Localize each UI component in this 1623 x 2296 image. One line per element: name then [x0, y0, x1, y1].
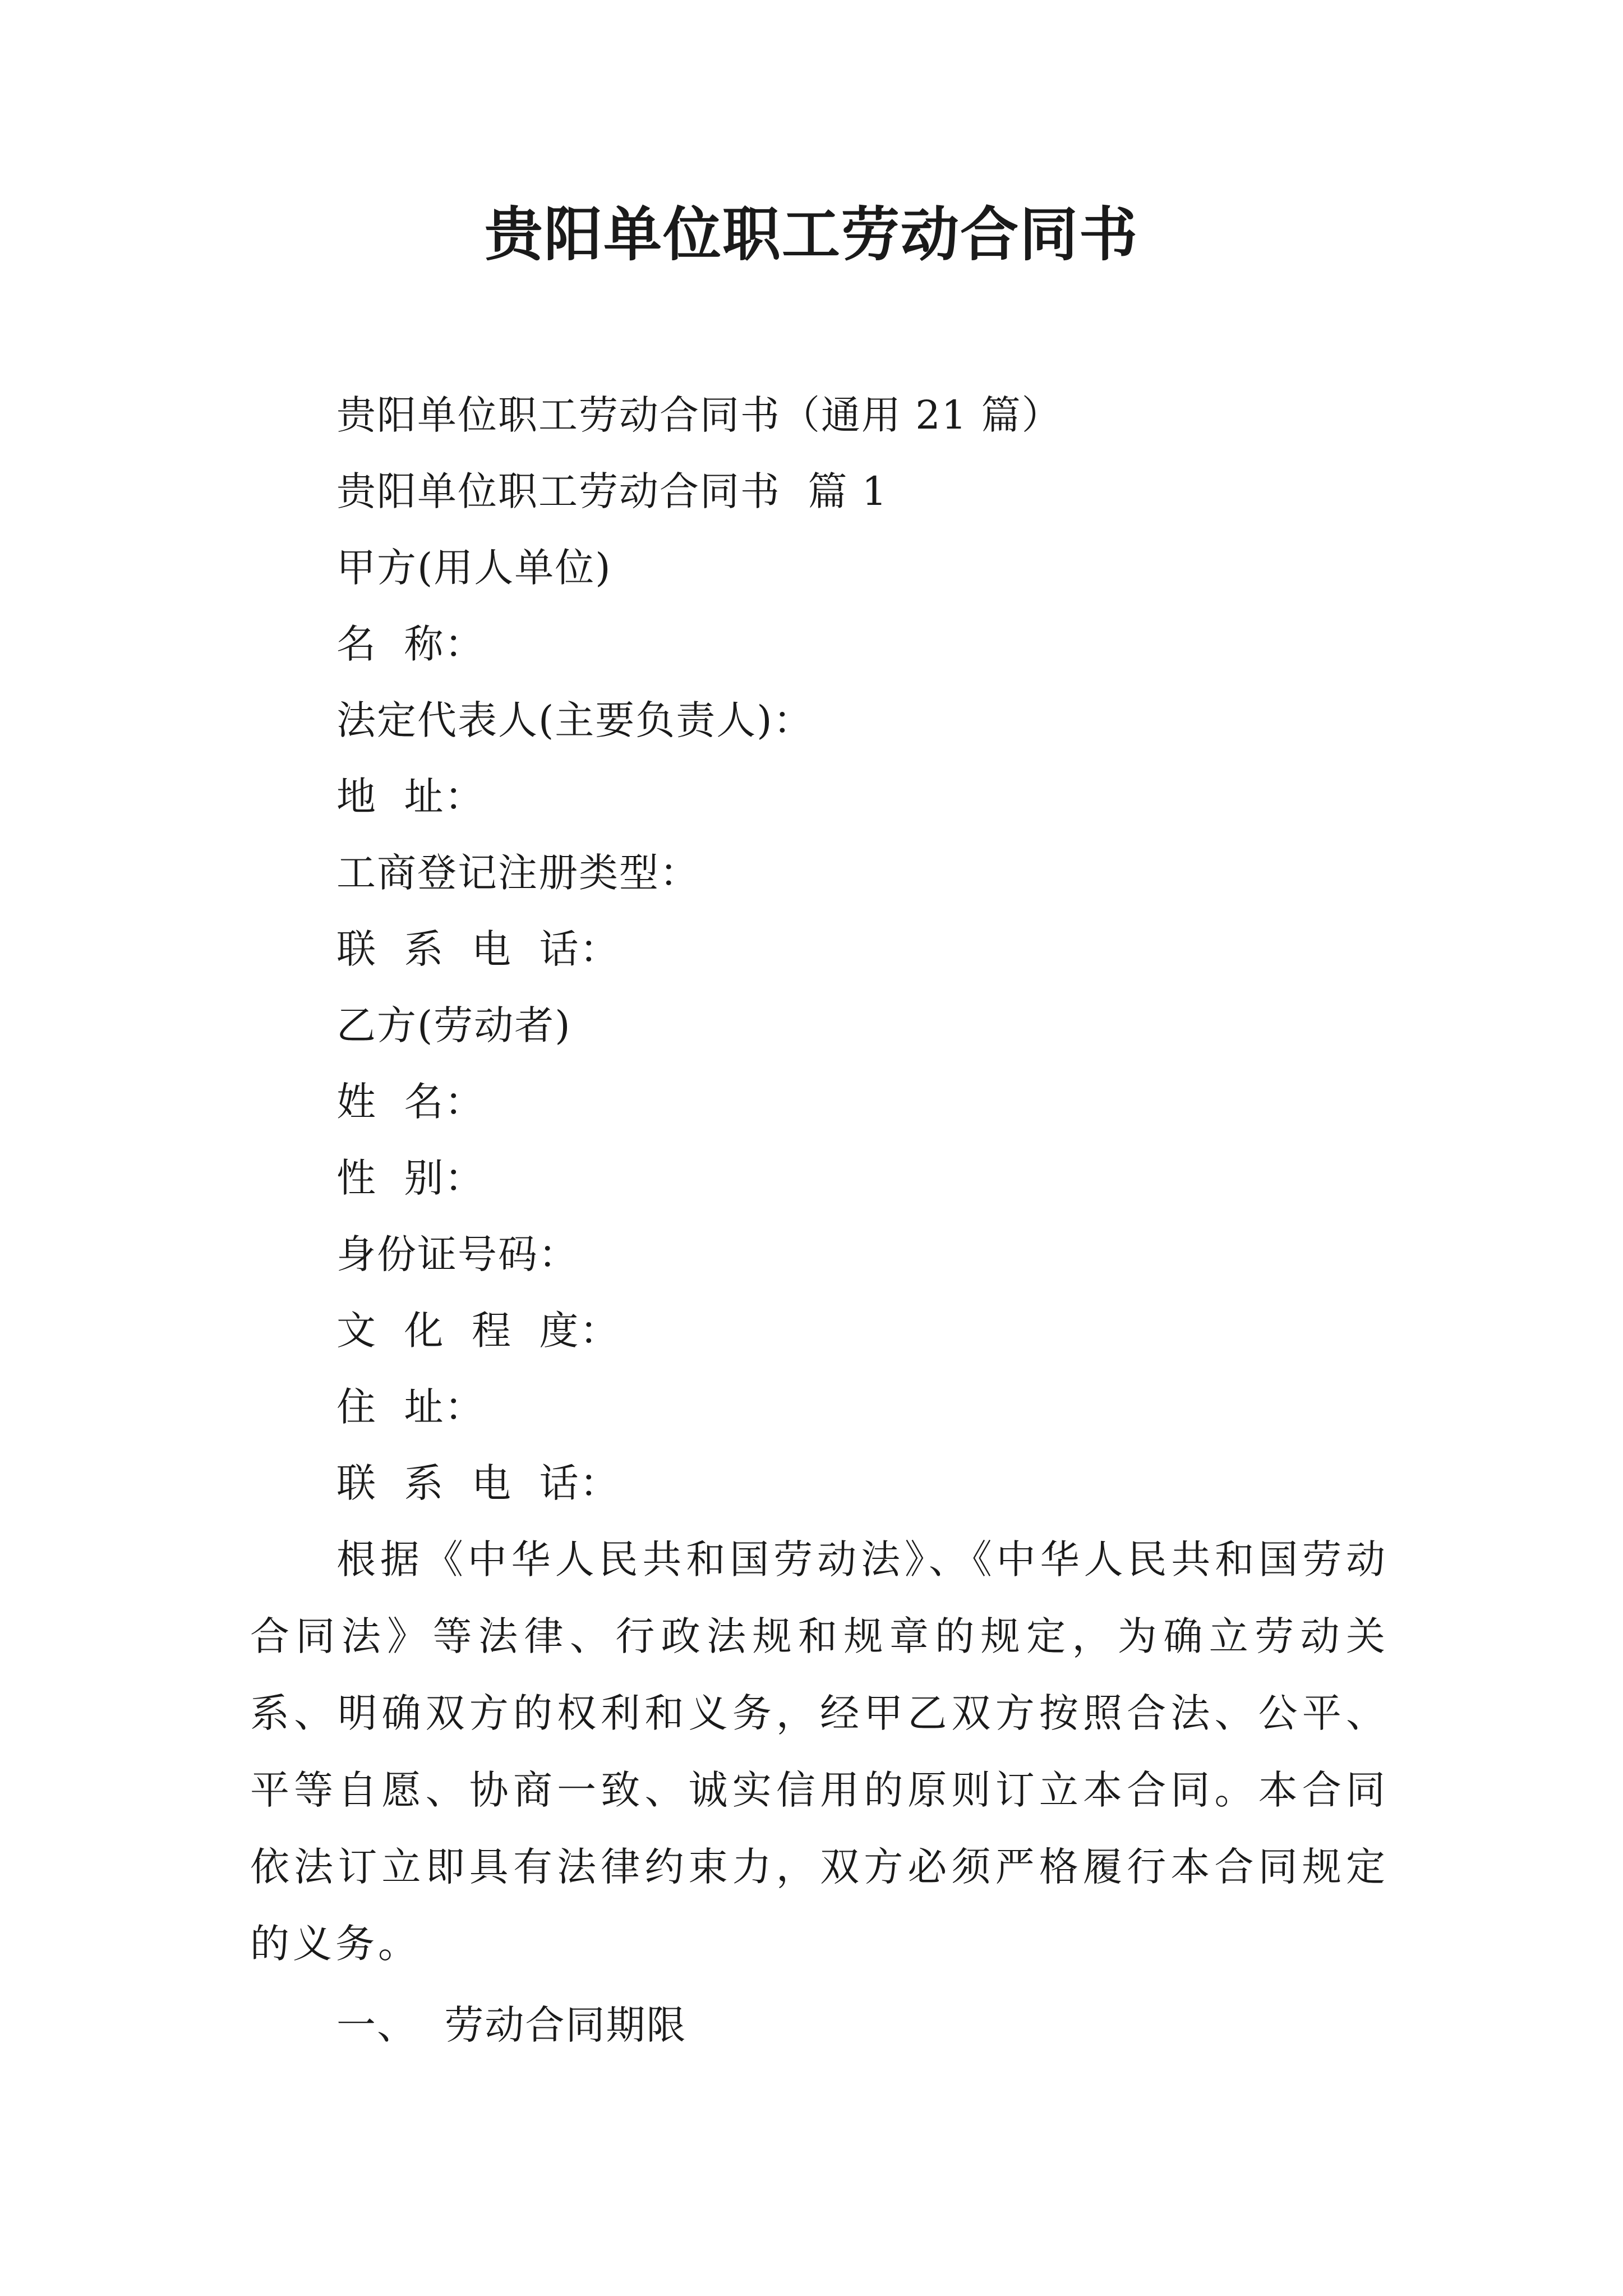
field-residence: 住 址：	[336, 1384, 485, 1430]
field-id-number: 身份证号码：	[336, 1231, 579, 1277]
document-title: 贵阳单位职工劳动合同书	[484, 200, 1138, 269]
field-gender: 性 别：	[336, 1155, 485, 1201]
section-title-line: 贵阳单位职工劳动合同书 篇 1	[336, 468, 888, 514]
field-education: 文 化 程 度：	[336, 1308, 620, 1354]
party-b-heading: 乙方(劳动者)	[336, 1002, 571, 1048]
field-full-name: 姓 名：	[336, 1079, 485, 1125]
field-registration-type: 工商登记注册类型：	[336, 850, 700, 896]
field-name: 名 称：	[336, 621, 485, 667]
field-legal-representative: 法定代表人(主要负责人)：	[336, 697, 814, 743]
field-phone-b: 联 系 电 话：	[336, 1460, 620, 1506]
subtitle-line: 贵阳单位职工劳动合同书（通用 21 篇）	[336, 392, 1062, 438]
section-heading: 一、 劳动合同期限	[336, 2002, 687, 2048]
preamble-paragraph: 根据《中华人民共和国劳动法》、《中华人民共和国劳动合同法》等法律、行政法规和规章的规定，为确立劳动关系、明确双方的权利和义务，经甲乙双方按照合法、公平、平等自愿、协商一致、诚实信用的原则订立本合同。本合同依法订立即具有法律约束力，双方必须严格履行本合同规定的义务。	[250, 1536, 1389, 1967]
party-a-heading: 甲方(用人单位)	[336, 545, 612, 591]
field-address: 地 址：	[336, 774, 485, 820]
field-phone-a: 联 系 电 话：	[336, 926, 620, 972]
